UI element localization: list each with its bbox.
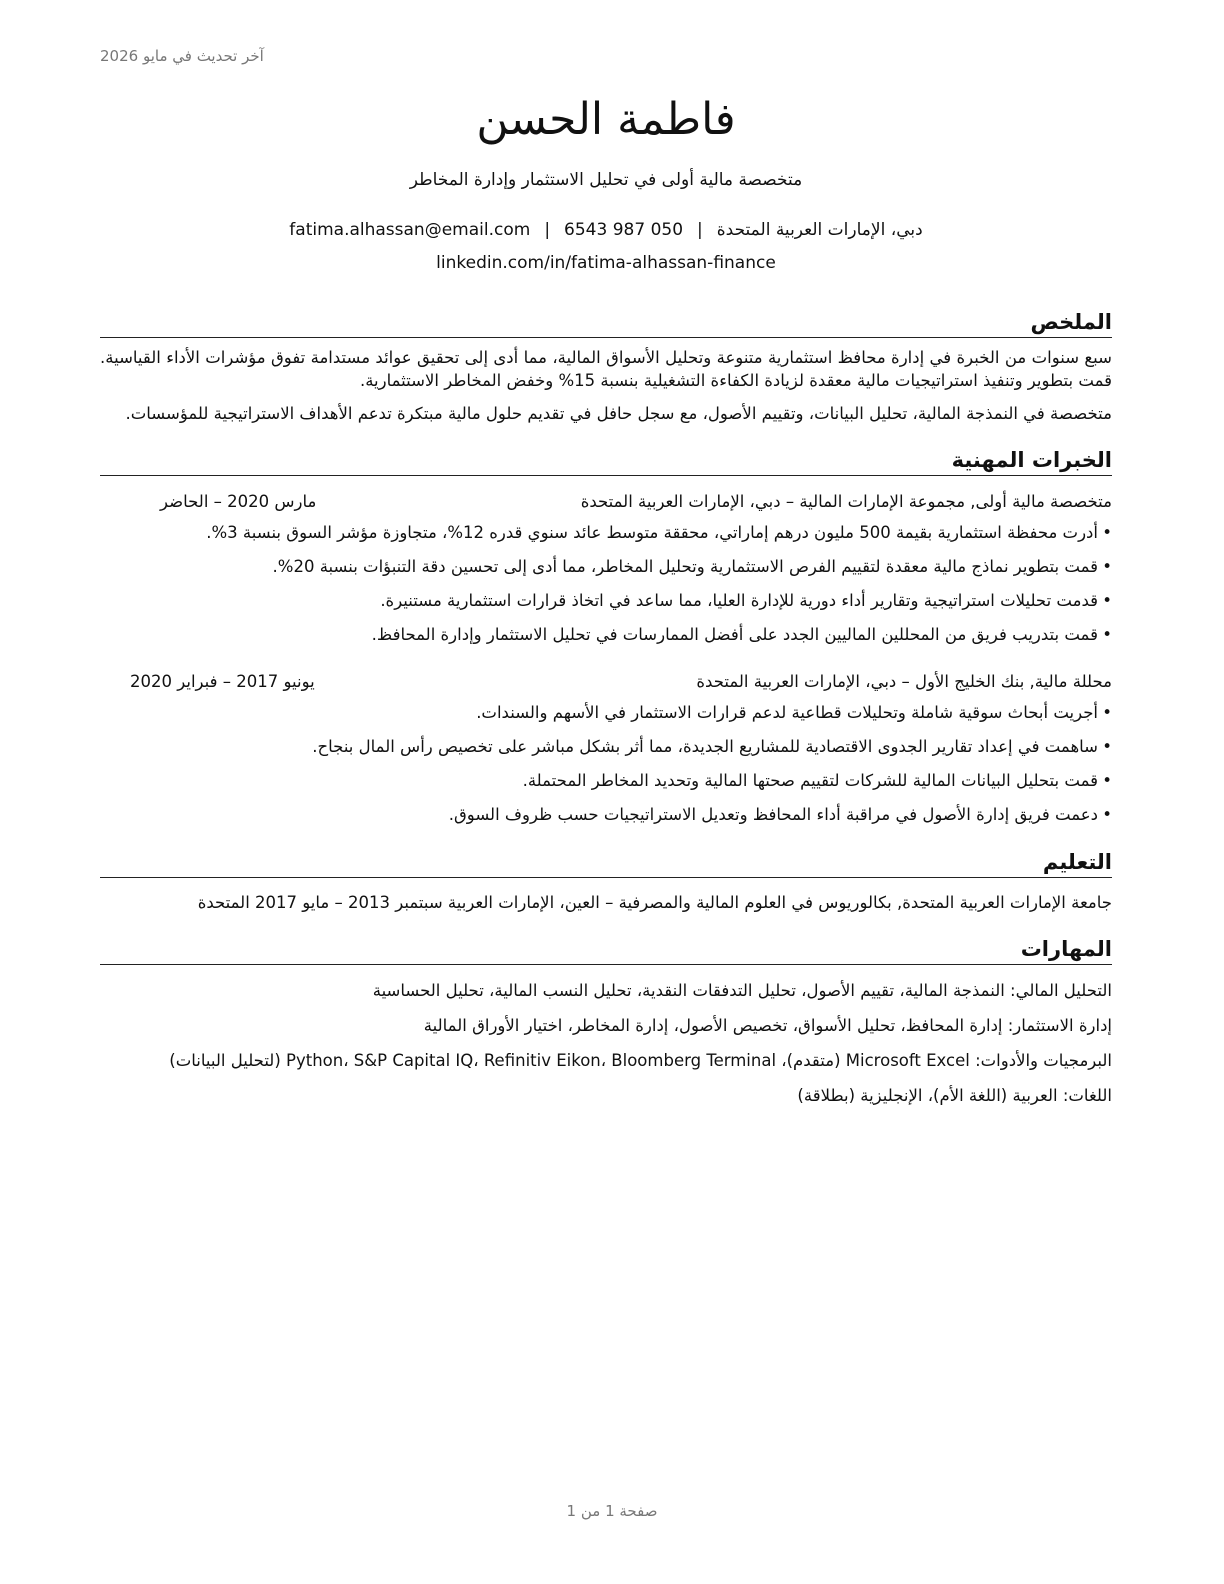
- bullet-icon: •: [1102, 625, 1112, 644]
- section-title-skills: المهارات: [100, 934, 1112, 965]
- list-item: [100, 803, 1112, 827]
- bullet-icon: •: [1102, 737, 1112, 756]
- bullet-text: أدرت محفظة استثمارية بقيمة 500 مليون درهم إماراتي، محققة متوسط عائد سنوي قدره 12%، متجاوزة مؤشر السوق بنسبة 3%.: [206, 523, 1098, 542]
- page-number: صفحة 1 من 1: [566, 1502, 658, 1520]
- bullet-text: قمت بتحليل البيانات المالية للشركات لتقييم صحتها المالية وتحديد المخاطر المحتملة.: [522, 771, 1098, 790]
- bullet-text: قدمت تحليلات استراتيجية وتقارير أداء دورية للإدارة العليا، مما ساعد في اتخاذ قرارات استثمارية مستنيرة.: [380, 591, 1098, 610]
- bullet-icon: •: [1102, 591, 1112, 610]
- contact-line: [100, 218, 1112, 242]
- bullet-icon: •: [1102, 771, 1112, 790]
- list-item: [100, 735, 1112, 759]
- contact-separator: |: [697, 220, 703, 240]
- education-entry: جامعة الإمارات العربية المتحدة, بكالوريوس في العلوم المالية والمصرفية – العين، الإمارات العربية سبتمبر 2013 – مايو 2017 المتحدة: [197, 893, 1112, 912]
- skill-line: البرمجيات والأدوات: Microsoft Excel (متقدم)، Python، S&P Capital IQ، Refinitiv Eikon، Bloomberg Terminal (لتحليل البيانات): [169, 1051, 1112, 1070]
- contact-email[interactable]: fatima.alhassan@email.com: [289, 220, 531, 240]
- list-item: [100, 623, 1112, 647]
- list-item: [100, 769, 1112, 793]
- skill-line: إدارة الاستثمار: إدارة المحافظ، تحليل الأسواق، تخصيص الأصول، إدارة المخاطر، اختيار الأوراق المالية: [423, 1016, 1112, 1035]
- bullet-text: ساهمت في إعداد تقارير الجدوى الاقتصادية للمشاريع الجديدة، مما أثر بشكل مباشر على تخصيص رأس المال بنجاح.: [312, 737, 1098, 756]
- candidate-title: متخصصة مالية أولى في تحليل الاستثمار وإدارة المخاطر: [409, 170, 803, 190]
- job-header: [100, 669, 1112, 695]
- section-title-experience: الخبرات المهنية: [100, 445, 1112, 476]
- section-title-summary: الملخص: [100, 307, 1112, 338]
- bullet-icon: •: [1102, 557, 1112, 576]
- job-role: متخصصة مالية أولى, مجموعة الإمارات المالية – دبي، الإمارات العربية المتحدة: [580, 492, 1112, 511]
- list-item: [100, 555, 1112, 579]
- summary-paragraph: متخصصة في النمذجة المالية، تحليل البيانات، وتقييم الأصول، مع سجل حافل في تقديم حلول مالية مبتكرة تدعم الأهداف الاستراتيجية للمؤسسات.: [125, 404, 1112, 423]
- job-bullets: [100, 701, 1112, 827]
- list-item: [100, 701, 1112, 725]
- bullet-icon: •: [1102, 703, 1112, 722]
- linkedin-link[interactable]: linkedin.com/in/fatima-alhassan-finance: [436, 253, 776, 273]
- summary-paragraph: سبع سنوات من الخبرة في إدارة محافظ استثمارية متنوعة وتحليل الأسواق المالية، مما أدى إلى تحقيق عوائد مستدامة تفوق مؤشرات الأداء القياسية. قمت بتطوير وتنفيذ استراتيجيات مالية معقدة لزيادة الكفاءة التشغيلية بنسبة 15% وخفض المخاطر الاستثمارية.: [100, 348, 1112, 390]
- last-updated-note: آخر تحديث في مايو 2026: [100, 47, 264, 65]
- candidate-name: فاطمة الحسن: [476, 94, 736, 145]
- bullet-text: قمت بتدريب فريق من المحللين الماليين الجدد على أفضل الممارسات في تحليل الاستثمار وإدارة المحافظ.: [371, 625, 1098, 644]
- bullet-text: أجريت أبحاث سوقية شاملة وتحليلات قطاعية لدعم قرارات الاستثمار في الأسهم والسندات.: [476, 703, 1098, 722]
- job-dates: يونيو 2017 – فبراير 2020: [130, 672, 315, 691]
- bullet-text: دعمت فريق إدارة الأصول في مراقبة أداء المحافظ وتعديل الاستراتيجيات حسب ظروف السوق.: [448, 805, 1098, 824]
- contact-separator: |: [544, 220, 551, 240]
- job-dates: مارس 2020 – الحاضر: [160, 492, 317, 511]
- list-item: [100, 589, 1112, 613]
- contact-location: دبي، الإمارات العربية المتحدة: [716, 220, 923, 240]
- section-title-education: التعليم: [100, 847, 1112, 878]
- job-header: [100, 489, 1112, 515]
- skill-line: اللغات: العربية (اللغة الأم)، الإنجليزية (بطلاقة): [797, 1086, 1112, 1105]
- job-entry: [100, 489, 1112, 647]
- bullet-text: قمت بتطوير نماذج مالية معقدة لتقييم الفرص الاستثمارية وتحليل المخاطر، مما أدى إلى تحسين دقة التنبؤات بنسبة 20%.: [272, 557, 1098, 576]
- bullet-icon: •: [1102, 523, 1112, 542]
- job-bullets: [100, 521, 1112, 647]
- job-entry: [100, 669, 1112, 827]
- job-role: محللة مالية, بنك الخليج الأول – دبي، الإمارات العربية المتحدة: [696, 672, 1112, 691]
- contact-phone: 6543 987 050: [564, 220, 684, 240]
- skill-line: التحليل المالي: النمذجة المالية، تقييم الأصول، تحليل التدفقات النقدية، تحليل النسب المالية، تحليل الحساسية: [372, 981, 1112, 1000]
- bullet-icon: •: [1102, 805, 1112, 824]
- list-item: [100, 521, 1112, 545]
- resume-content: [100, 90, 1112, 1107]
